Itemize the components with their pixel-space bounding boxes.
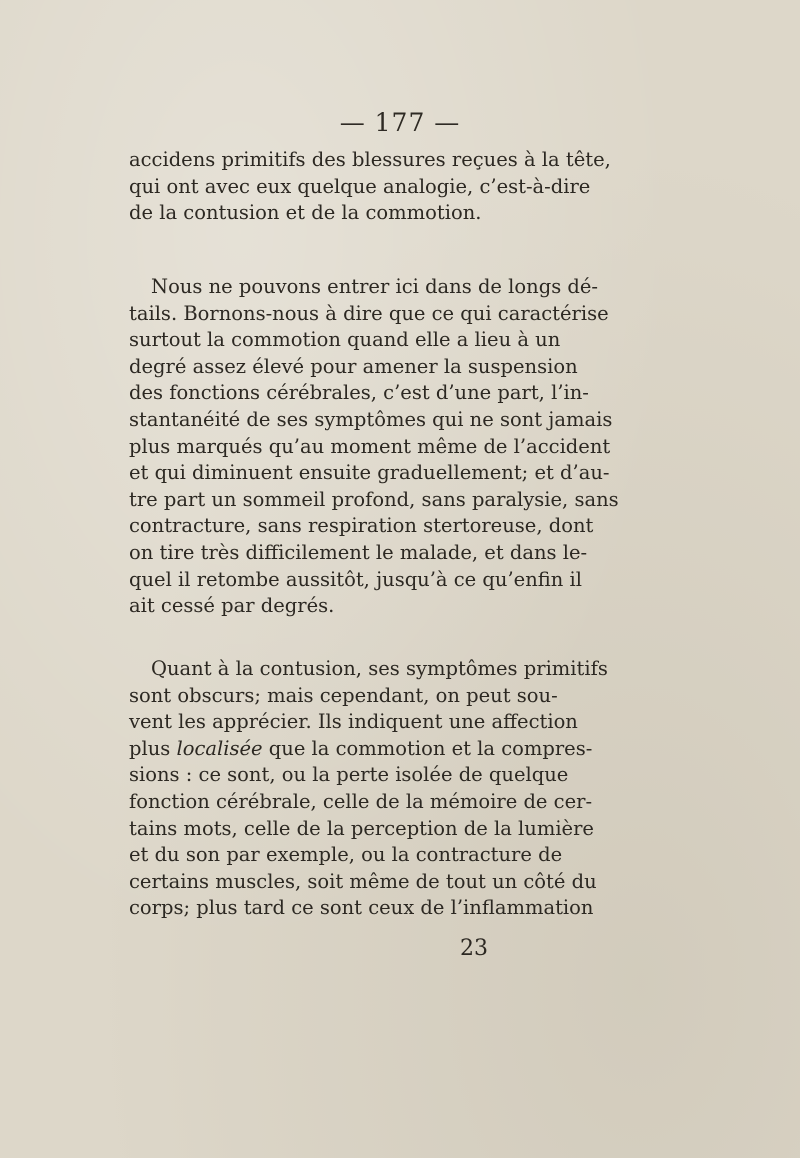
text-line: on tire très difficilement le malade, et dans le- (129, 540, 588, 564)
text-line: degré assez élevé pour amener la suspension (129, 354, 578, 378)
text-line: sions : ce sont, ou la perte isolée de quelque (129, 763, 569, 787)
text-line: fonction cérébrale, celle de la mémoire de cer- (129, 789, 593, 813)
text-line: accidens primitifs des blessures reçues à la tête, (129, 148, 611, 171)
text-run: que la commotion et la compres- (262, 736, 593, 760)
text-run: plus (129, 736, 177, 760)
text-line: certains muscles, soit même de tout un côté du (129, 869, 597, 893)
text-line: tre part un sommeil profond, sans paralysie, sans (129, 487, 619, 511)
text-line: et qui diminuent ensuite graduellement; et d’au- (129, 461, 610, 485)
text-line: stantanéité de ses symptômes qui ne sont jamais (129, 407, 613, 431)
paragraph-3 (129, 656, 608, 922)
page-number: — 177 — (339, 108, 461, 137)
text-line: ait cessé par degrés. (129, 594, 335, 618)
text-line: et du son par exemple, ou la contracture de (129, 843, 563, 867)
text-line-with-italic (129, 736, 593, 763)
text-line: contracture, sans respiration stertoreuse, dont (129, 514, 594, 538)
text-line: tains mots, celle de la perception de la lumière (129, 816, 594, 840)
signature-mark: 23 (460, 936, 488, 961)
text-line: Nous ne pouvons entrer ici dans de longs dé- (151, 275, 599, 298)
text-line: surtout la commotion quand elle a lieu à un (129, 328, 561, 352)
text-line: qui ont avec eux quelque analogie, c’est-à-dire (129, 174, 591, 198)
text-line: vent les apprécier. Ils indiquent une affection (129, 710, 578, 734)
italic-word: localisée (176, 736, 263, 760)
paragraph-2 (129, 274, 619, 620)
text-line: plus marqués qu’au moment même de l’accident (129, 434, 611, 458)
text-line: tails. Bornons-nous à dire que ce qui caractérise (129, 301, 609, 325)
text-line: des fonctions cérébrales, c’est d’une part, l’in- (129, 381, 589, 405)
text-line: de la contusion et de la commotion. (129, 201, 482, 225)
text-line: corps; plus tard ce sont ceux de l’inflammation (129, 896, 594, 920)
text-line: sont obscurs; mais cependant, on peut sou- (129, 683, 558, 707)
text-line: quel il retombe aussitôt, jusqu’à ce qu’enfin il (129, 567, 582, 591)
text-line: Quant à la contusion, ses symptômes primitifs (151, 657, 608, 680)
paragraph-1 (129, 147, 611, 227)
